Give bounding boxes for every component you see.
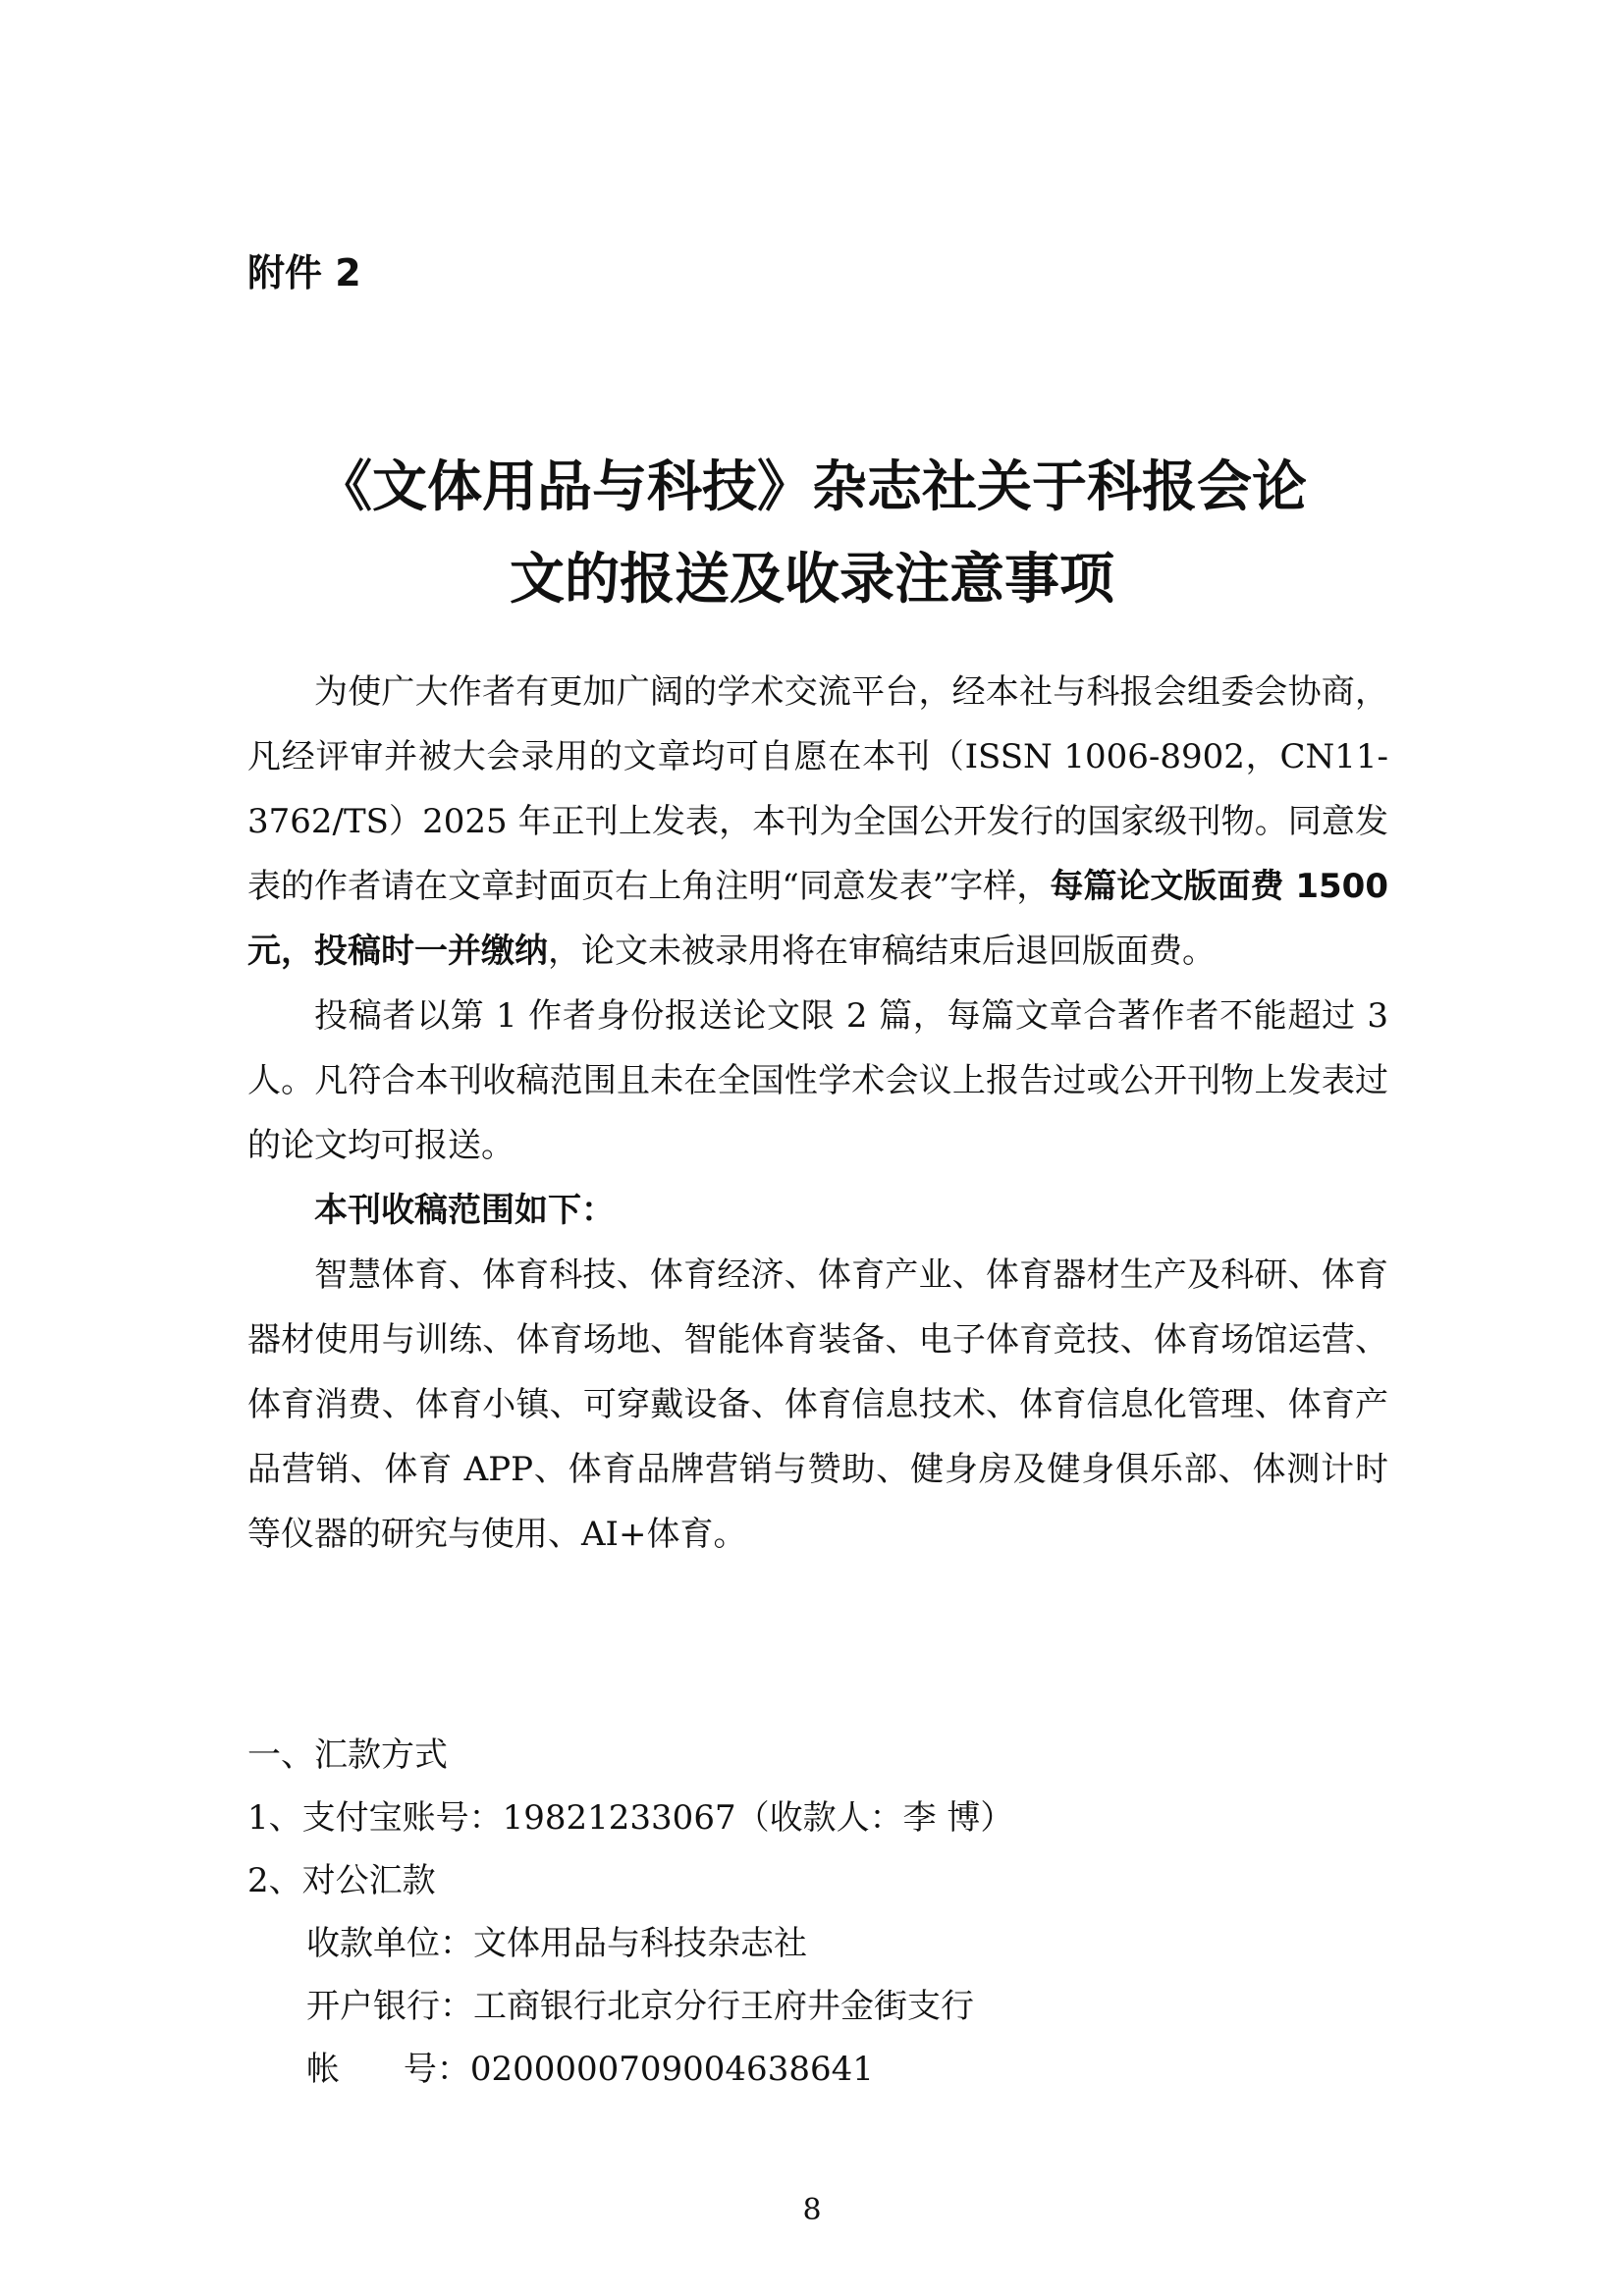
bank-line: 开户银行：工商银行北京分行王府井金街支行 <box>306 1987 974 2026</box>
fee-notice: 每篇论文版面费 1500 元，投稿时一并缴纳 <box>247 867 1388 971</box>
title-line-1: 《文体用品与科技》杂志社关于科报会论 <box>317 455 1307 519</box>
attachment-label: 附件 2 <box>247 251 361 294</box>
scope-heading: 本刊收稿范围如下： <box>314 1191 615 1230</box>
submission-rules-paragraph: 投稿者以第 1 作者身份报送论文限 2 篇，每篇文章合著作者不能超过 3 人。凡符合本刊收稿范围且未在全国性学术会议上报告过或公开刊物上发表过的论文均可报送。 <box>247 996 1388 1165</box>
account-line: 帐 号：0200000709004638641 <box>306 2050 874 2089</box>
intro-paragraph <box>247 660 1388 984</box>
remittance-section <box>247 1724 1388 2101</box>
alipay-line: 1、支付宝账号：19821233067（收款人：李 博） <box>247 1798 1014 1838</box>
intro-text-1: 为使广大作者有更加广阔的学术交流平台，经本社与科报会组委会协商，凡经评审并被大会录用的文章均可自愿在本刊（ISSN 1006-8902，CN11-3762/TS）2025 年正刊上发表，本刊为全国公开发行的国家级刊物。同意发表的作者请在文章封面页右上角注明“同意发表”字样， <box>247 672 1388 906</box>
remittance-heading: 一、汇款方式 <box>247 1735 448 1775</box>
document-body <box>247 660 1388 1567</box>
scope-paragraph: 智慧体育、体育科技、体育经济、体育产业、体育器材生产及科研、体育器材使用与训练、体育场地、智能体育装备、电子体育竞技、体育场馆运营、体育消费、体育小镇、可穿戴设备、体育信息技术、体育信息化管理、体育产品营销、体育 APP、体育品牌营销与赞助、健身房及健身俱乐部、体测计时等仪器的研究与使用、AI+体育。 <box>247 1255 1388 1554</box>
corporate-transfer-heading: 2、对公汇款 <box>247 1861 436 1900</box>
payee-line: 收款单位：文体用品与科技杂志社 <box>306 1924 807 1963</box>
page-number: 8 <box>802 2193 822 2227</box>
document-title <box>196 442 1428 626</box>
intro-text-2: ，论文未被录用将在审稿结束后退回版面费。 <box>548 932 1216 971</box>
title-line-2: 文的报送及收录注意事项 <box>510 548 1114 612</box>
